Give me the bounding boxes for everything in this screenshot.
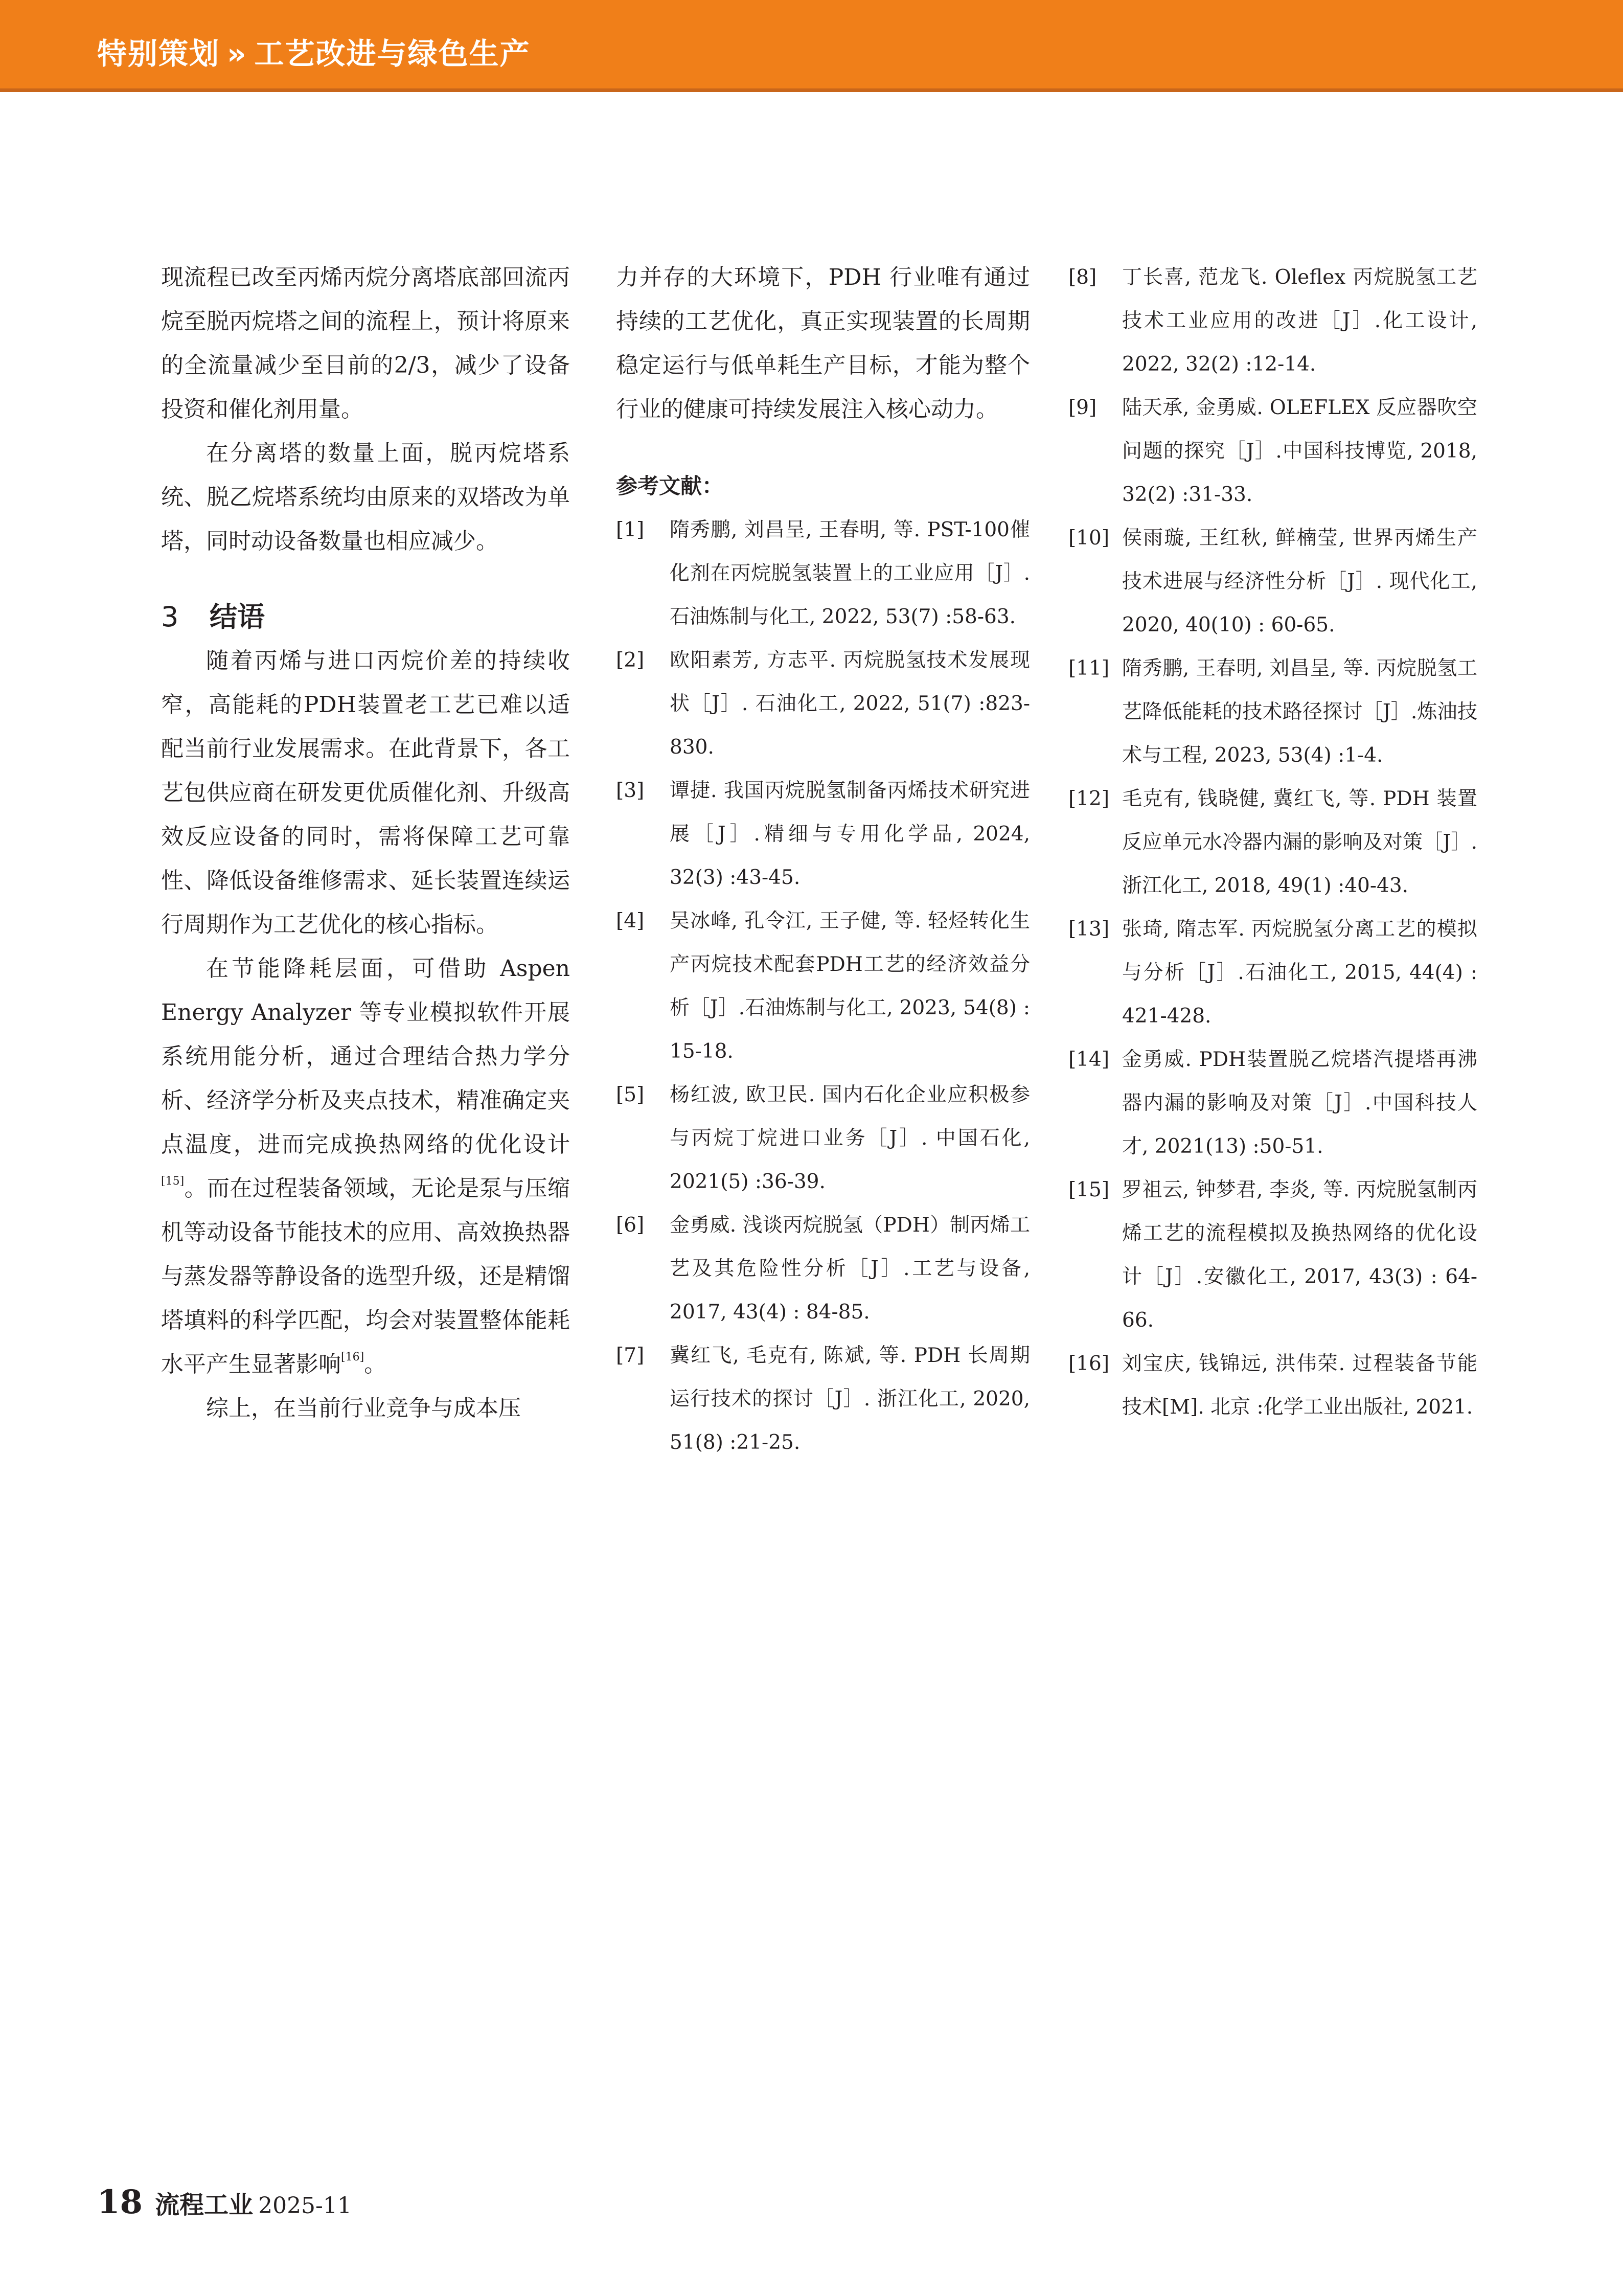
reference-number: [11] <box>1068 657 1110 680</box>
reference-item <box>1068 386 1477 516</box>
reference-text: 金勇威. 浅谈丙烷脱氢（PDH）制丙烯工艺及其危险性分析［J］.工艺与设备, 2017, 43(4) : 84-85. <box>670 1214 1030 1324</box>
reference-number: [16] <box>1068 1352 1110 1375</box>
page-number: 18 <box>97 2183 143 2221</box>
reference-text: 谭捷. 我国丙烷脱氢制备丙烯技术研究进展［J］.精细与专用化学品, 2024, 32(3) :43-45. <box>670 779 1030 889</box>
reference-text: 陆天承, 金勇威. OLEFLEX 反应器吹空问题的探究［J］.中国科技博览, 2018, 32(2) :31-33. <box>1122 396 1477 506</box>
reference-item <box>1068 256 1477 386</box>
reference-text: 隋秀鹏, 刘昌呈, 王春明, 等. PST-100催化剂在丙烷脱氢装置上的工业应用［J］. 石油炼制与化工, 2022, 53(7) :58-63. <box>670 518 1030 628</box>
reference-item <box>616 899 1030 1073</box>
reference-item <box>616 1073 1030 1203</box>
reference-text: 欧阳素芳, 方志平. 丙烷脱氢技术发展现状［J］. 石油化工, 2022, 51(7) :823-830. <box>670 649 1030 759</box>
body-paragraph: 在分离塔的数量上面，脱丙烷塔系统、脱乙烷塔系统均由原来的双塔改为单塔，同时动设备数量也相应减少。 <box>161 440 570 554</box>
reference-item <box>616 508 1030 639</box>
reference-item <box>1068 1342 1477 1429</box>
reference-number: [12] <box>1068 787 1110 810</box>
section-header-text <box>97 30 531 73</box>
body-paragraph: 力并存的大环境下，PDH 行业唯有通过持续的工艺优化，真正实现装置的长周期稳定运行与低单耗生产目标，才能为整个行业的健康可持续发展注入核心动力。 <box>616 264 1030 422</box>
reference-text: 隋秀鹏, 王春明, 刘昌呈, 等. 丙烷脱氢工艺降低能耗的技术路径探讨［J］.炼油技术与工程, 2023, 53(4) :1-4. <box>1122 657 1477 767</box>
section-heading <box>161 595 570 639</box>
section-heading-text: 结语 <box>210 601 265 633</box>
reference-number: [5] <box>616 1083 645 1106</box>
text-run: 。 <box>364 1351 387 1377</box>
reference-text: 冀红飞, 毛克有, 陈斌, 等. PDH 长周期运行技术的探讨［J］. 浙江化工, 2020, 51(8) :21-25. <box>670 1344 1030 1454</box>
reference-number: [4] <box>616 910 645 933</box>
body-paragraph <box>161 947 570 1386</box>
reference-number: [2] <box>616 649 645 672</box>
reference-number: [6] <box>616 1214 645 1237</box>
text-run: 在节能降耗层面，可借助 Aspen Energy Analyzer 等专业模拟软件开展系统用能分析，通过合理结合热力学分析、经济学分析及夹点技术，精准确定夹点温度，进而完成换热网络的优化设计 <box>161 956 570 1157</box>
reference-text: 金勇威. PDH装置脱乙烷塔汽提塔再沸器内漏的影响及对策［J］.中国科技人才, 2021(13) :50-51. <box>1122 1048 1477 1158</box>
reference-number: [8] <box>1068 266 1097 289</box>
body-paragraph: 综上，在当前行业竞争与成本压 <box>206 1395 521 1421</box>
issue-date: 2025-11 <box>258 2193 352 2219</box>
body-paragraph: 随着丙烯与进口丙烷价差的持续收窄，高能耗的PDH装置老工艺已难以适配当前行业发展需求。在此背景下，各工艺包供应商在研发更优质催化剂、升级高效反应设备的同时，需将保障工艺可靠性、降低设备维修需求、延长装置连续运行周期作为工艺优化的核心指标。 <box>161 648 570 938</box>
reference-item <box>616 639 1030 769</box>
page-footer <box>97 2183 352 2221</box>
reference-item <box>616 769 1030 899</box>
column-middle <box>616 256 1030 1464</box>
reference-item <box>1068 777 1477 907</box>
reference-text: 张琦, 隋志军. 丙烷脱氢分离工艺的模拟与分析［J］.石油化工, 2015, 44(4) : 421-428. <box>1122 918 1477 1028</box>
reference-number: [1] <box>616 518 645 541</box>
section-header-bar <box>0 0 1623 92</box>
section-heading-number: 3 <box>161 601 179 633</box>
citation-link[interactable]: [15] <box>161 1175 185 1188</box>
reference-item <box>616 1334 1030 1464</box>
reference-number: [10] <box>1068 527 1110 550</box>
reference-item <box>1068 907 1477 1038</box>
references-title: 参考文献： <box>616 473 724 498</box>
reference-text: 吴冰峰, 孔令江, 王子健, 等. 轻烃转化生产丙烷技术配套PDH工艺的经济效益分析［J］.石油炼制与化工, 2023, 54(8) : 15-18. <box>670 910 1030 1063</box>
reference-text: 刘宝庆, 钱锦远, 洪伟荣. 过程装备节能技术[M]. 北京 :化学工业出版社, 2021. <box>1122 1352 1477 1419</box>
reference-text: 罗祖云, 钟梦君, 李炎, 等. 丙烷脱氢制丙烯工艺的流程模拟及换热网络的优化设计［J］.安徽化工, 2017, 43(3) : 64-66. <box>1122 1178 1477 1332</box>
reference-number: [3] <box>616 779 645 802</box>
body-paragraph: 现流程已改至丙烯丙烷分离塔底部回流丙烷至脱丙烷塔之间的流程上，预计将原来的全流量减少至目前的2/3，减少了设备投资和催化剂用量。 <box>161 264 570 422</box>
reference-item <box>616 1203 1030 1334</box>
column-left <box>161 256 570 1430</box>
reference-text: 毛克有, 钱晓健, 冀红飞, 等. PDH 装置反应单元水冷器内漏的影响及对策［J］.浙江化工, 2018, 49(1) :40-43. <box>1122 787 1477 897</box>
journal-name: 流程工业 <box>155 2191 254 2219</box>
reference-item <box>1068 1168 1477 1342</box>
reference-item <box>1068 1038 1477 1168</box>
reference-text: 丁长喜, 范龙飞. Oleflex 丙烷脱氢工艺技术工业应用的改进［J］.化工设计, 2022, 32(2) :12-14. <box>1122 266 1477 376</box>
column-right <box>1068 256 1477 1429</box>
reference-item <box>1068 647 1477 777</box>
citation-link[interactable]: [16] <box>341 1351 364 1363</box>
reference-number: [7] <box>616 1344 645 1367</box>
reference-number: [15] <box>1068 1178 1110 1201</box>
reference-number: [13] <box>1068 918 1110 941</box>
reference-number: [9] <box>1068 396 1097 419</box>
text-run: 。而在过程装备领域，无论是泵与压缩机等动设备节能技术的应用、高效换热器与蒸发器等静设备的选型升级，还是精馏塔填料的科学匹配，均会对装置整体能耗水平产生显著影响 <box>161 1175 570 1377</box>
reference-number: [14] <box>1068 1048 1110 1071</box>
reference-item <box>1068 516 1477 647</box>
section-label: 特别策划 <box>97 36 220 71</box>
reference-text: 杨红波, 欧卫民. 国内石化企业应积极参与丙烷丁烷进口业务［J］. 中国石化, 2021(5) :36-39. <box>670 1083 1030 1193</box>
topic-label: 工艺改进与绿色生产 <box>254 36 531 71</box>
reference-text: 侯雨璇, 王红秋, 鲜楠莹, 世界丙烯生产技术进展与经济性分析［J］. 现代化工, 2020, 40(10) : 60-65. <box>1122 527 1477 636</box>
double-chevron-icon: » <box>227 36 247 71</box>
